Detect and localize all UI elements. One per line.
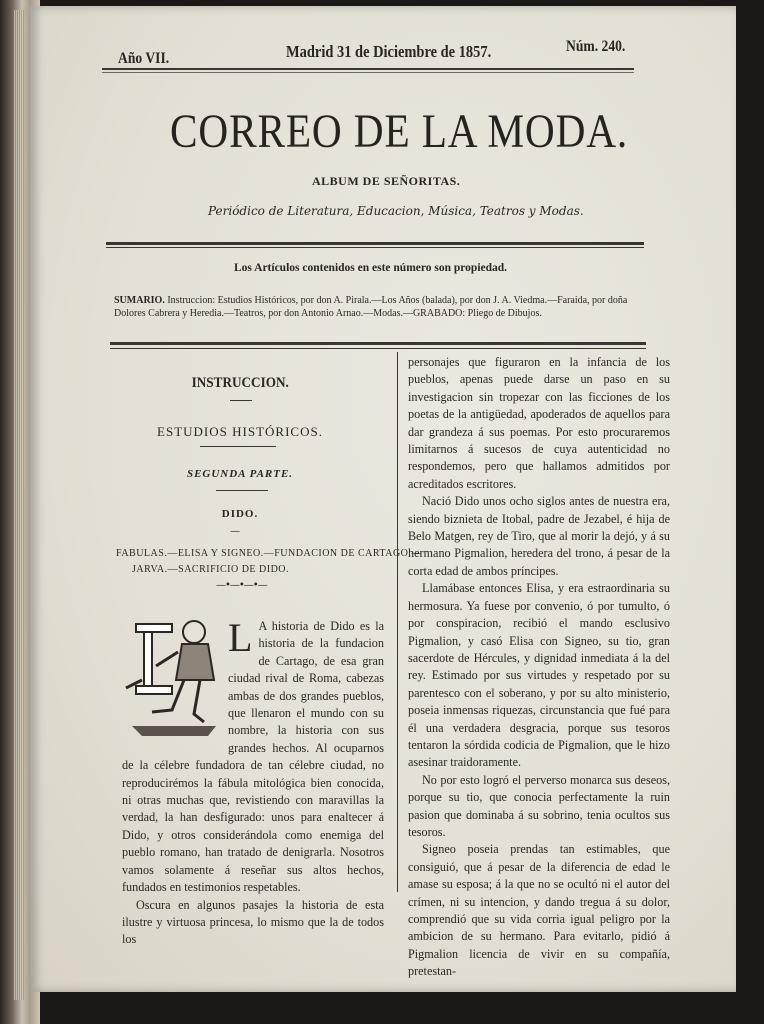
contents-line-2: JARVA.—SACRIFICIO DE DIDO. (132, 564, 290, 575)
part-rule (216, 490, 268, 491)
summary-label: SUMARIO. (114, 295, 165, 306)
summary (114, 294, 644, 320)
column-divider (397, 352, 398, 892)
engraving-illustration (122, 618, 222, 740)
newspaper-page (30, 6, 736, 992)
summary-rule-thin (110, 348, 646, 349)
right-paragraph-5: Signeo poseia prendas tan estimables, que consiguió, que á pesar de la diferencia de edad le amase su esposa; á la que no se ocultó ni el autor del crímen, ni su intencion, y dando tregua á su dolor, comprendió que su vida corria igual peligro por la ambicion de su hermano. Para evitarlo, pidió á Pigmalion licencia de vivir en su compañía, pretestan- (408, 842, 670, 979)
issue-number: Núm. 240. (566, 38, 626, 55)
left-column-body (122, 615, 384, 949)
right-paragraph-1: personajes que figuraron en la infancia de los pueblos, apenas puede darse un paso en su investigacion sin tropezar con las ficciones de los poetas de la antigüedad, apoderados de aquellos para dar grandeza á sus poemas. Por esto procuraremos limitarnos á sucesos de cuya autenticidad no respondemos, pero que hallamos admitidos por acreditados escritores. (408, 355, 670, 491)
masthead-subtitle: ALBUM DE SEÑORITAS. (312, 174, 461, 188)
part-label: SEGUNDA PARTE. (186, 468, 294, 480)
right-paragraph-3: Llamábase entonces Elisa, y era estraordinaria su hermosura. Ya fuese por convenio, ó por tumulto, ó por conspiracion, recibió el mando esclusivo Pigmalion, y casó Elisa con Signeo, su tio, gran sacerdote de Hércules, y dignidad inmediata á la del rey. Estimado por sus virtudes y respetado por su parentesco con el soberano, y por su alto ministerio, poseia inmensas riquezas, circunstancia que fué para él una verdadera desgracia, porque sus tesoros tentaron la sórdida codicia de Pigmalion, que le hizo asesinar traidoramente. (408, 581, 670, 770)
heading-rule (200, 446, 276, 447)
section-title-wrap (122, 372, 358, 392)
contents-ornament: —•—•—•— (216, 580, 267, 591)
subject-ornament: — (230, 526, 240, 537)
header-rule-thin (102, 72, 634, 73)
study-heading: ESTUDIOS HISTÓRICOS. (157, 424, 323, 439)
right-paragraph-2: Nació Dido unos ocho siglos antes de nuestra era, siendo biznieta de Itobal, padre de Jezabel, é hija de Belo Matgen, rey de Tiro, que al morir la dejó, y á su hermano Pigmalion, heredera del trono, á pesar de la corta edad de ambos príncipes. (408, 494, 670, 578)
property-notice: Los Artículos contenidos en este número son propiedad. (234, 262, 508, 274)
masthead-rule (106, 242, 644, 245)
subject-label: DIDO. (221, 508, 259, 520)
right-column-body (408, 354, 670, 981)
summary-rule (110, 342, 646, 345)
intro-paragraph: A historia de Dido es la historia de la fundacion de Cartago, de esa gran ciudad rival de Roma, cabezas ambas de dos grandes pueblos, que llenaron el mundo con su nombre, la historia con sus grandes hechos. Al ocuparnos de la célebre fundadora de tan célebre ciudad, no reproducirémos la fábula mitológica bien conocida, ni otras muchas que, revistiendo con maravillas la verdad, la han desfigurado: unos para enaltecer á Dido, y otros considerándola como enemiga del pueblo romano, han tratado de denigrarla. Nosotros vamos solamente á reseñar sus altos hechos, fundados en testimonios respetables. (122, 619, 384, 895)
section-ornament (230, 400, 252, 401)
issue-year: Año VII. (118, 50, 170, 67)
header-rule (102, 68, 634, 70)
summary-text: Instruccion: Estudios Históricos, por don A. Pirala.—Los Años (balada), por don J. A. Viedma.—Faraida, por doña Dolores Cabrera y Heredia.—Teatros, por don Antonio Arnao.—Modas.—GRABADO: Pliego de Dibujos. (114, 295, 628, 319)
masthead-title: CORREO DE LA MODA. (170, 105, 629, 158)
contents-line-1: FABULAS.—ELISA Y SIGNEO.—FUNDACION DE CARTAGO.— (116, 548, 422, 559)
page-stack-edge (14, 10, 24, 1000)
right-paragraph-4: No por esto logró el perverso monarca sus deseos, porque su tio, que conocia perfectamente la ruin pasion que dominaba á su sobrino, tenia ocultos sus tesoros. (408, 772, 670, 839)
child-with-letter-icon (122, 618, 222, 740)
masthead-rule-thin (106, 247, 644, 248)
section-title: INSTRUCCION. (191, 375, 289, 391)
issue-date: Madrid 31 de Diciembre de 1857. (286, 42, 492, 61)
paragraph-2: Oscura en algunos pasajes la historia de esta ilustre y virtuosa princesa, lo mismo que la de todos los (122, 897, 384, 947)
masthead-tagline: Periódico de Literatura, Educacion, Música, Teatros y Modas. (208, 204, 584, 218)
drop-cap: L (228, 615, 253, 660)
